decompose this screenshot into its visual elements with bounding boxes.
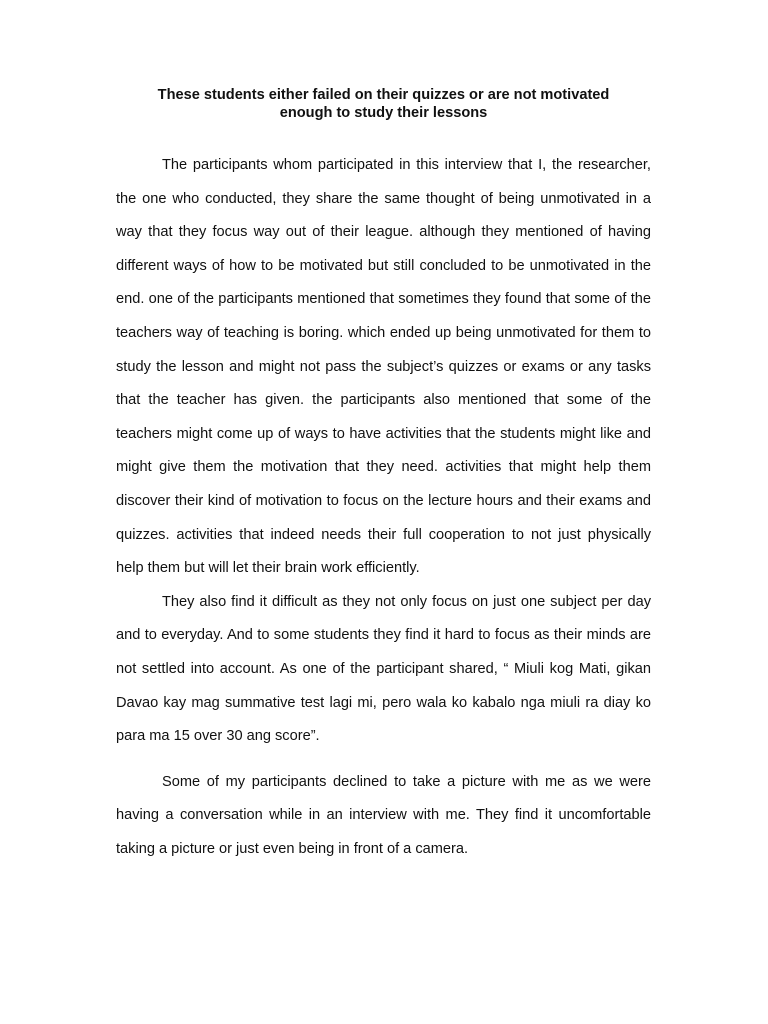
paragraph-3: Some of my participants declined to take a picture with me as we were having a conversation while in an interview with me. They find it uncomfortable taking a picture or just even being in front of a camera. [116, 773, 651, 857]
paragraph-1: The participants whom participated in this interview that I, the researcher, the one who conducted, they share the same thought of being unmotivated in a way that they focus way out of their league. although they mentioned of having different ways of how to be motivated but still concluded to be unmotivated in the end. one of the participants mentioned that sometimes they found that some of the teachers way of teaching is boring. which ended up being unmotivated for them to study the lesson and might not pass the subject’s quizzes or exams or any tasks that the teacher has given. the participants also mentioned that some of the teachers might come up of ways to have activities that the students might like and might give them the motivation that they need. activities that might help them discover their kind of motivation to focus on the lecture hours and their exams and quizzes. activities that indeed needs their full cooperation to not just physically help them but will let their brain work efficiently. [116, 157, 651, 577]
document-page [116, 86, 651, 866]
title-line-1: These students either failed on their quizzes or are not motivated [157, 87, 610, 103]
document-title [116, 86, 651, 122]
paragraph-2: They also find it difficult as they not only focus on just one subject per day and to everyday. And to some students they find it hard to focus as their minds are not settled into account. As one of the participant shared, “ Miuli kog Mati, gikan Davao kay mag summative test lagi mi, pero wala ko kabalo nga miuli ra diay ko para ma 15 over 30 ang score”. [116, 593, 651, 745]
title-line-2: enough to study their lessons [279, 105, 488, 121]
